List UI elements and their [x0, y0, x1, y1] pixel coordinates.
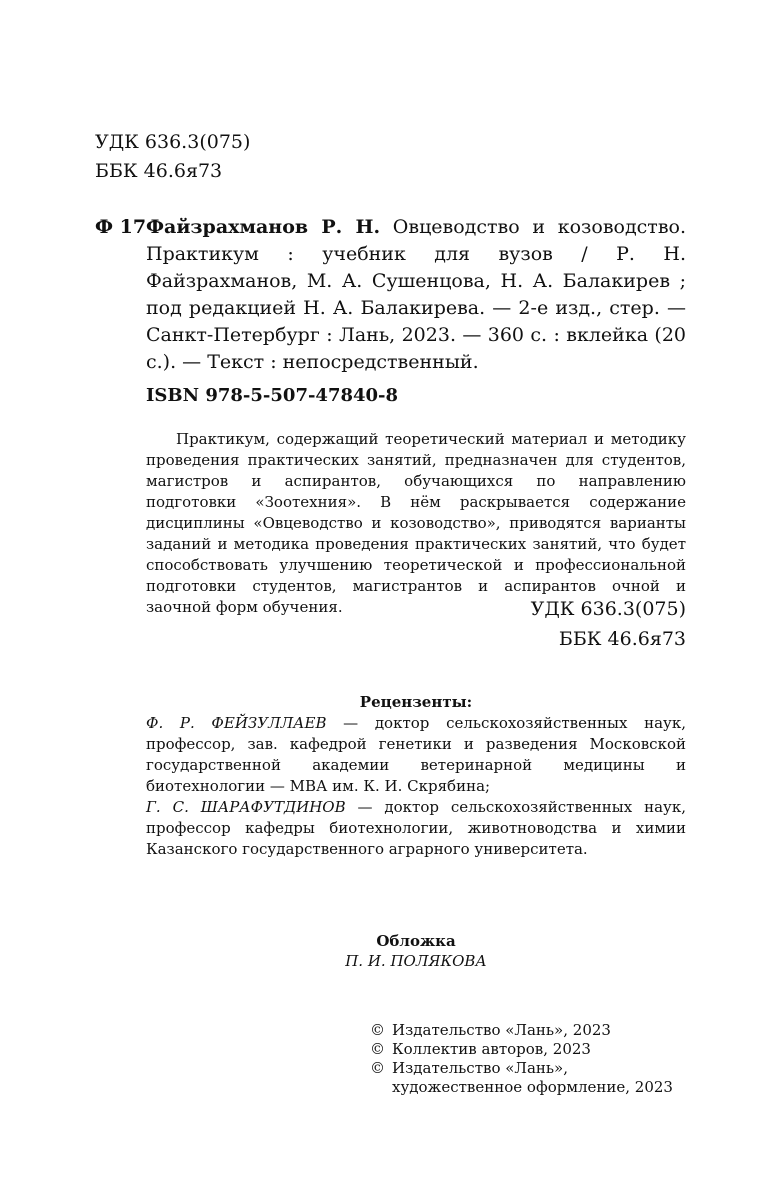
author-sign: Ф 17 — [95, 216, 147, 238]
annotation: Практикум, содержащий теоретический материал и методику проведения практических занятий, предназначен для студентов, магистров и аспирантов, обучающихся по направлению подготовки «Зоотехния». В нём раскрывается содержание дисциплины «Овцеводство и козоводство», приводятся варианты заданий и методика проведения практических занятий, что будет способствовать улучшению теоретической и профессиональной подготовки студентов, магистрантов и аспирантов очной и заочной форм обучения. — [146, 430, 686, 616]
isbn: ISBN 978-5-507-47840-8 — [146, 385, 399, 406]
cover-heading: Обложка — [376, 932, 456, 950]
copyright-symbol: © — [370, 1021, 385, 1039]
bbk-code-top: ББК 46.6я73 — [95, 160, 223, 182]
copyright-line — [370, 1078, 673, 1097]
copyright-symbol: © — [370, 1040, 385, 1058]
classification-right — [531, 594, 686, 654]
reviewer-name: Ф. Р. ФЕЙЗУЛЛАЕВ — [146, 714, 327, 732]
bbk-code-right: ББК 46.6я73 — [558, 628, 686, 650]
cover-designer: П. И. ПОЛЯКОВА — [345, 952, 487, 970]
cover-credit — [146, 931, 686, 971]
copyright-symbol: © — [370, 1059, 385, 1077]
reviewers-section — [146, 692, 686, 860]
reviewer-entry — [146, 713, 686, 797]
copyright-text: художественное оформление, 2023 — [392, 1078, 673, 1096]
reviewer-description: — доктор сельскохозяйственных наук, профессор, зав. кафедрой генетики и разведения Московской государственной академии ветеринарной медицины и биотехнологии — МВА им. К. И. Скрябина; — [146, 714, 686, 795]
copyright-line — [370, 1021, 673, 1040]
copyright-line — [370, 1040, 673, 1059]
udk-code-right: УДК 636.3(075) — [530, 598, 686, 620]
bibliographic-record — [146, 214, 686, 376]
copyright-spacer — [370, 1078, 392, 1097]
copyright-line — [370, 1059, 673, 1078]
reviewer-name: Г. С. ШАРАФУТДИНОВ — [146, 798, 346, 816]
record-author: Файзрахманов Р. Н. — [146, 216, 381, 238]
copyright-block — [370, 1021, 673, 1097]
reviewers-heading: Рецензенты: — [359, 693, 473, 711]
reviewer-entry — [146, 797, 686, 860]
copyright-text: Коллектив авторов, 2023 — [392, 1040, 591, 1058]
record-description: Овцеводство и козоводство. Практикум : учебник для вузов / Р. Н. Файзрахманов, М. А. Сушенцова, Н. А. Балакирев ; под редакцией Н. А. Балакирева. — 2-е изд., стер. — Санкт-Петербург : Лань, 2023. — 360 с. : вклейка (20 с.). — Текст : непосредственный. — [146, 216, 686, 373]
reviewer-description: — доктор сельскохозяйственных наук, профессор кафедры биотехнологии, животноводства и химии Казанского государственного аграрного университета. — [146, 798, 686, 858]
copyright-text: Издательство «Лань», — [392, 1059, 569, 1077]
classification-top — [95, 128, 250, 186]
udk-code-top: УДК 636.3(075) — [95, 131, 251, 153]
copyright-text: Издательство «Лань», 2023 — [392, 1021, 611, 1039]
